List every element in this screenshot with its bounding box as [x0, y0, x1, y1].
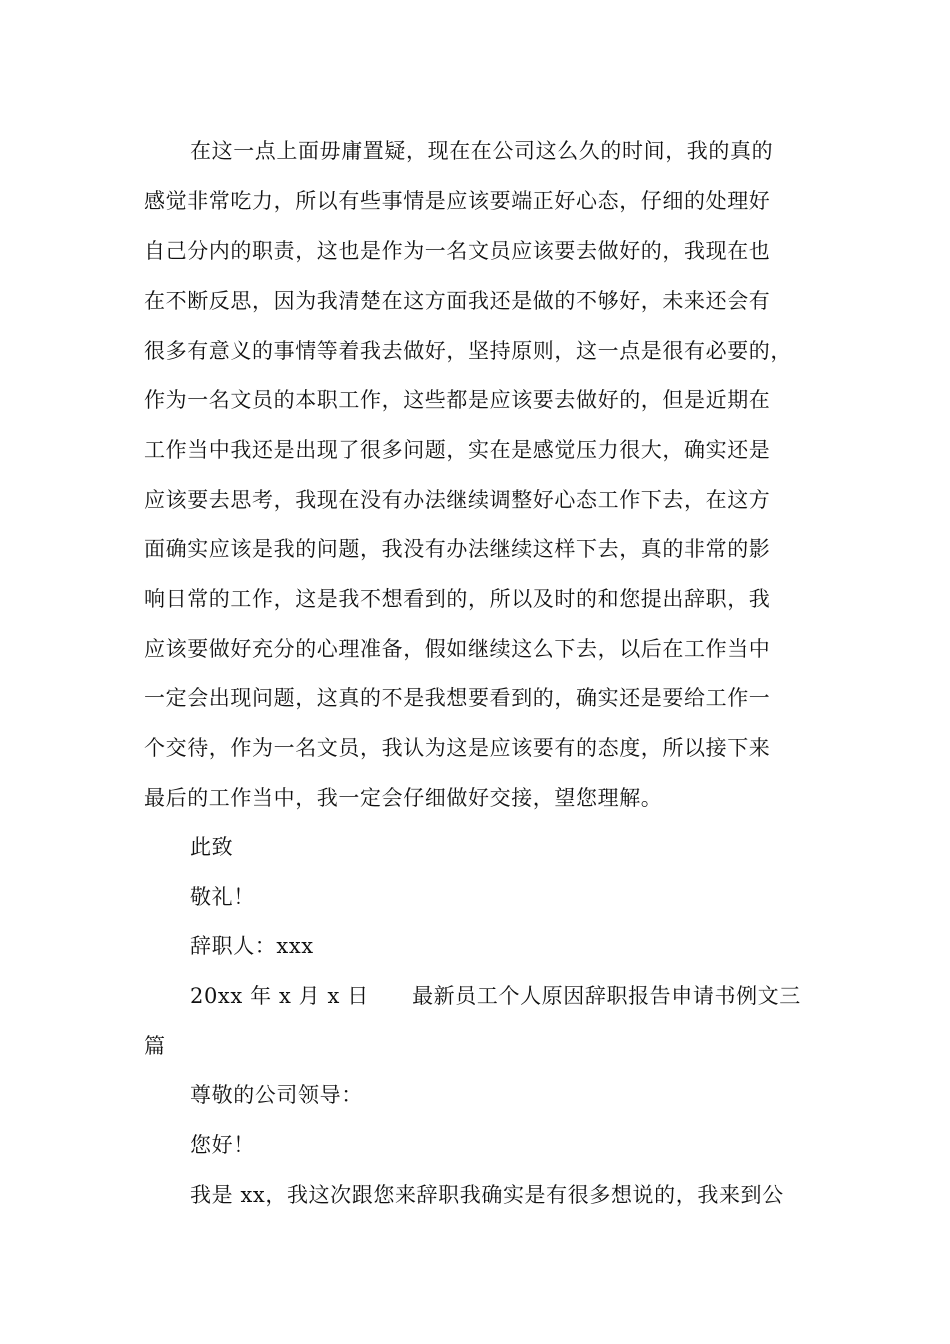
next-paragraph-line: 我是 xx，我这次跟您来辞职我确实是有很多想说的，我来到公: [190, 1183, 784, 1207]
paragraph-line: 感觉非常吃力，所以有些事情是应该要端正好心态，仔细的处理好: [144, 189, 771, 213]
paragraph-line: 很多有意义的事情等着我去做好，坚持原则，这一点是很有必要的，: [144, 339, 792, 363]
salute-text: 敬礼！: [190, 885, 255, 909]
closing-text: 此致: [190, 835, 234, 859]
paragraph-line: 应该要去思考，我现在没有办法继续调整好心态工作下去，在这方: [144, 488, 771, 512]
paragraph-line: 响日常的工作，这是我不想看到的，所以及时的和您提出辞职，我: [144, 587, 771, 611]
paragraph-line: 个交待，作为一名文员，我认为这是应该要有的态度，所以接下来: [144, 736, 771, 760]
signer-text: 辞职人：xxx: [190, 934, 314, 958]
paragraph-line: 最后的工作当中，我一定会仔细做好交接，望您理解。: [144, 786, 663, 810]
paragraph-line: 自己分内的职责，这也是作为一名文员应该要去做好的，我现在也: [144, 239, 771, 263]
paragraph-line: 作为一名文员的本职工作，这些都是应该要去做好的，但是近期在: [144, 388, 771, 412]
paragraph-line: 在这一点上面毋庸置疑，现在在公司这么久的时间，我的真的: [190, 139, 774, 163]
paragraph-line: 工作当中我还是出现了很多问题，实在是感觉压力很大，确实还是: [144, 438, 771, 462]
paragraph-line: 应该要做好充分的心理准备，假如继续这么下去，以后在工作当中: [144, 637, 771, 661]
paragraph-line: 一定会出现问题，这真的不是我想要看到的，确实还是要给工作一: [144, 686, 771, 710]
greeting-hello: 您好！: [190, 1133, 255, 1157]
paragraph-line: 面确实应该是我的问题，我没有办法继续这样下去，真的非常的影: [144, 537, 771, 561]
greeting-recipient: 尊敬的公司领导：: [190, 1083, 363, 1107]
title-wrap-line: 篇: [144, 1034, 166, 1058]
date-and-title-line: 20xx 年 x 月 x 日 最新员工个人原因辞职报告申请书例文三: [190, 984, 801, 1008]
paragraph-line: 在不断反思，因为我清楚在这方面我还是做的不够好，未来还会有: [144, 289, 771, 313]
